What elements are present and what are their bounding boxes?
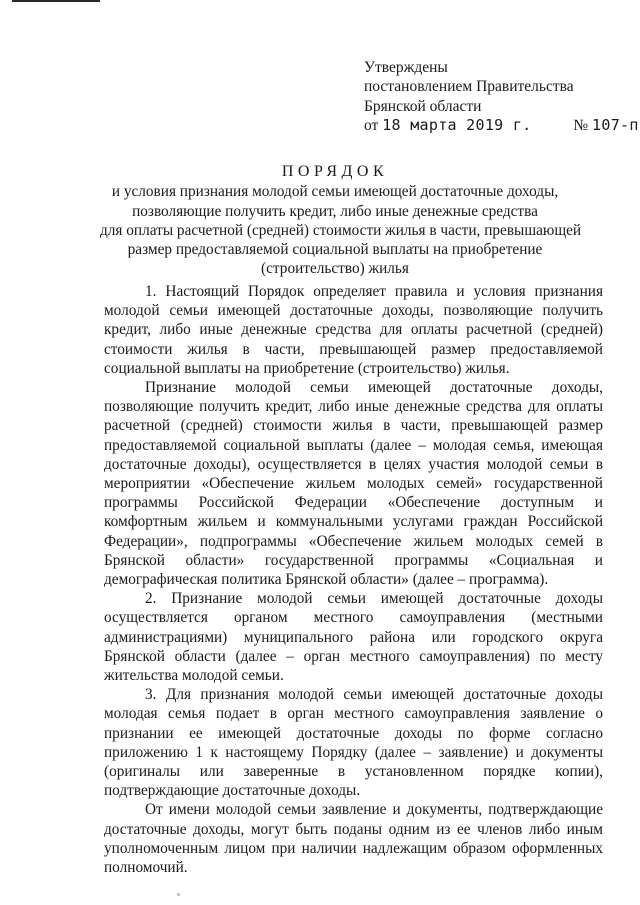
title-subtitle-line: размер предоставляемой социальной выплаты на приобретение [127, 241, 543, 259]
paragraph-4: 3. Для признания молодой семьи имеющей достаточные доходы молодая семья подает в орган местного самоуправления заявление о признании ее имеющей достаточные доходы по форме согласно приложению 1 к настоящему Порядку (далее – заявление) и документы (оригиналы или заверенные в установленном порядке копии), подтверждающие достаточные доходы. [104, 686, 603, 800]
document-body [104, 282, 603, 877]
approval-date-prefix: от [364, 116, 379, 134]
document-title-block [100, 162, 582, 279]
paragraph-5: От имени молодой семьи заявление и документы, подтверждающие достаточные доходы, могут быть поданы одним из ее членов либо иным уполномоченным лицом при наличии надлежащим образом оформленных полномочий. [104, 801, 603, 877]
paragraph-2: Признание молодой семьи имеющей достаточные доходы, позволяющие получить кредит, либо иные денежные средства для оплаты расчетной (средней) стоимости жилья в части, превышающей размер предоставляемой социальной выплаты (далее – молодая семья, имеющая достаточные доходы), осуществляется в целях участия молодой семьи в мероприятии «Обеспечение жильем молодых семей» государственной программы Российской Федерации «Обеспечение доступным и комфортным жильем и коммунальными услугами граждан Российской Федерации», подпрограммы «Обеспечение жильем молодых семей в Брянской области» государственной программы «Социальная и демографическая политика Брянской области» (далее – программа). [104, 379, 603, 589]
approval-number-value: 107-п [592, 115, 639, 134]
paragraph-1: 1. Настоящий Порядок определяет правила и условия признания молодой семьи имеющей достаточные доходы, позволяющие получить кредит, либо иные денежные средства для оплаты расчетной (средней) стоимости жилья в части, превышающей размер предоставляемой социальной выплаты на приобретение (строительство) жилья. [104, 283, 603, 377]
approval-date-line [364, 115, 639, 135]
title-subtitle-line: (строительство) жилья [261, 260, 409, 278]
approval-line-3: Брянской области [364, 97, 482, 115]
scan-speck [177, 893, 180, 896]
approval-number-label: № [573, 116, 589, 134]
top-divider-line [12, 0, 100, 2]
approval-line-2: постановлением Правительства [364, 78, 574, 96]
title-subtitle-line: для оплаты расчетной (средней) стоимости жилья в части, превышающей [100, 221, 582, 239]
approval-stamp-block [364, 58, 639, 135]
document-title: ПОРЯДОК [281, 163, 389, 180]
paragraph-3: 2. Признание молодой семьи имеющей достаточные доходы осуществляется органом местного самоуправления (местными администрациями) муниципального района или городского округа Брянской области (далее – орган местного самоуправления) по месту жительства молодой семьи. [104, 590, 603, 685]
approval-line-1: Утверждены [364, 59, 448, 76]
title-subtitle-line: и условия признания молодой семьи имеющей достаточные доходы, [111, 183, 559, 201]
approval-date-value: 18 марта 2019 г. [382, 115, 532, 134]
title-subtitle-line: позволяющие получить кредит, либо иные денежные средства [132, 202, 538, 220]
